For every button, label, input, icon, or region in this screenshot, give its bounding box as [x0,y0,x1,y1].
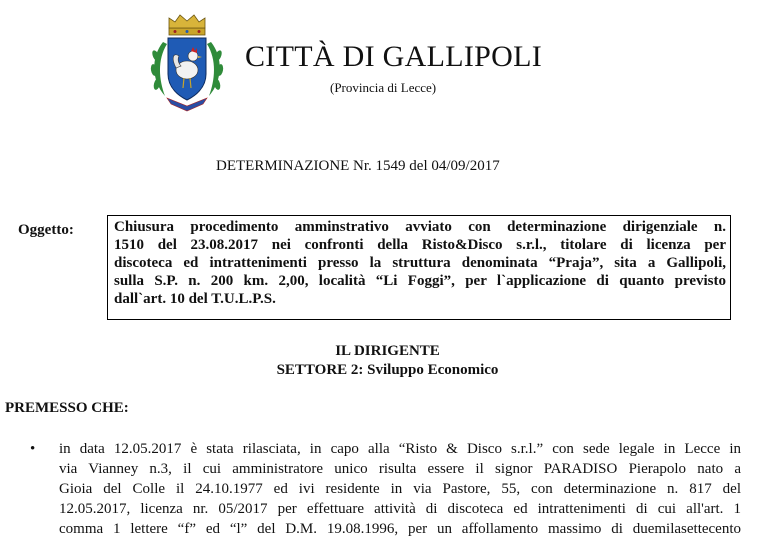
city-title: CITTÀ DI GALLIPOLI [245,40,543,73]
paragraph-line: comma 1 lettere “f” ed “l” del D.M. 19.08.1996, per un affollamento massimo di duemilasettecento [59,521,741,537]
paragraph-line: Gioia del Colle il 24.10.1977 ed ivi residente in via Pastore, 55, con determinazione n. 817 del [59,481,741,497]
subject-line: Chiusura procedimento amminstrativo avviato con determinazione dirigenziale n. [114,219,726,235]
determination-number: DETERMINAZIONE Nr. 1549 del 04/09/2017 [216,158,500,174]
subject-line: sulla S.P. n. 200 km. 2,00, località “Li Foggi”, per l`applicazione di quanto previsto [114,273,726,289]
premesso-heading: PREMESSO CHE: [5,400,129,416]
dirigente-heading: IL DIRIGENTE [335,343,440,359]
paragraph-line: 12.05.2017, licenza nr. 05/2017 per effettuare attività di discoteca ed intrattenimenti di cui all'art. 1 [59,501,741,517]
subject-line: dall`art. 10 del T.U.L.P.S. [114,291,276,307]
paragraph-line: via Vianney n.3, il cui amministratore unico risulta essere il signor PARADISO Pierapolo nato a [59,461,741,477]
subject-box [107,215,731,320]
paragraph-text [59,439,741,539]
bullet-icon: • [30,441,36,457]
paragraph-line: in data 12.05.2017 è stata rilasciata, in capo alla “Risto & Disco s.r.l.” con sede legale in Lecce in [59,441,741,457]
settore-heading: SETTORE 2: Sviluppo Economico [276,362,499,378]
crown-icon [169,15,205,35]
subject-line: discoteca ed intrattenimenti presso la struttura denominata “Praja”, sita a Gallipoli, [114,255,726,271]
city-crest-icon [143,12,231,112]
subject-label: Oggetto: [18,222,74,238]
subject-line: 1510 del 23.08.2017 nei confronti della Risto&Disco s.r.l., titolare di licenza per [114,237,726,253]
province-label: (Provincia di Lecce) [330,80,437,95]
